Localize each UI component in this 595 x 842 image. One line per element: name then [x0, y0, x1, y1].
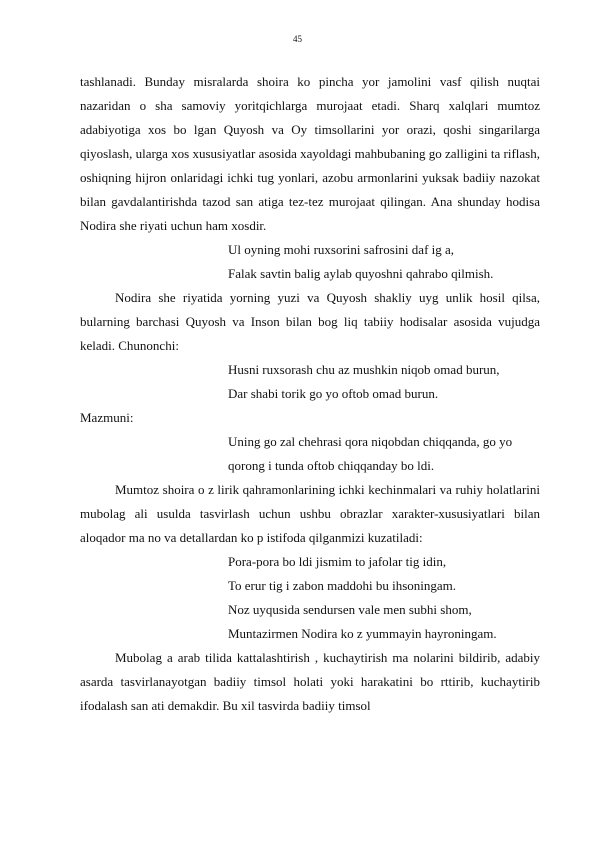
verse-line: qorong i tunda oftob chiqqanday bo ldi. [228, 458, 435, 473]
verse-line: Falak savtin balig aylab quyoshni qahrabo qilmish. [228, 266, 494, 281]
paragraph: Mumtoz shoira o z lirik qahramonlarining ichki kechinmalari va ruhiy holatlarini mubolag ali usulda tasvirlash uchun ushbu obrazlar xarakter-xususiyatlari bilan aloqador ma no va detallardan ko p istifoda qilganmizi kuzatiladi: [80, 482, 540, 545]
page-body [80, 70, 540, 718]
section-label: Mazmuni: [80, 410, 134, 425]
verse-line: Muntazirmen Nodira ko z yummayin hayroningam. [228, 626, 497, 641]
page-number: 45 [293, 34, 302, 44]
verse-line: To erur tig i zabon maddohi bu ihsoningam. [228, 578, 456, 593]
paragraph: Mubolag a arab tilida kattalashtirish , kuchaytirish ma nolarini bildirib, adabiy asarda tasvirlanayotgan badiiy timsol holati yoki harakatini bo rttirib, kuchaytirib ifodalash san ati demakdir. Bu xil tasvirda badiiy timsol [80, 650, 540, 713]
verse-line: Noz uyqusida sendursen vale men subhi shom, [228, 602, 472, 617]
verse-line: Ul oyning mohi ruxsorini safrosini daf ig a, [228, 242, 455, 257]
paragraph: Nodira she riyatida yorning yuzi va Quyosh shakliy uyg unlik hosil qilsa, bularning barchasi Quyosh va Inson bilan bog liq tabiiy hodisalar asosida vujudga keladi. Chunonchi: [80, 290, 540, 353]
verse-line: Pora-pora bo ldi jismim to jafolar tig idin, [228, 554, 447, 569]
verse-line: Husni ruxsorash chu az mushkin niqob omad burun, [228, 362, 500, 377]
verse-line: Dar shabi torik go yo oftob omad burun. [228, 386, 439, 401]
verse-line: Uning go zal chehrasi qora niqobdan chiqqanda, go yo [228, 434, 513, 449]
paragraph: tashlanadi. Bunday misralarda shoira ko pincha yor jamolini vasf qilish nuqtai nazaridan o sha samoviy yoritqichlarga murojaat etadi. Sharq xalqlari mumtoz adabiyotiga xos bo lgan Quyosh va Oy timsollarini yor orazi, qoshi singarilarga qiyoslash, ularga xos xususiyatlar asosida xayoldagi mahbubaning go zalligini ta riflash, oshiqning hijron onlaridagi ichki tug yonlari, azobu armonlarini yuksak badiiy nazokat bilan gavdalantirishda tazod san atiga tez-tez murojaat qilingan. Ana shunday hodisa Nodira she riyati uchun ham xosdir. [80, 74, 540, 233]
